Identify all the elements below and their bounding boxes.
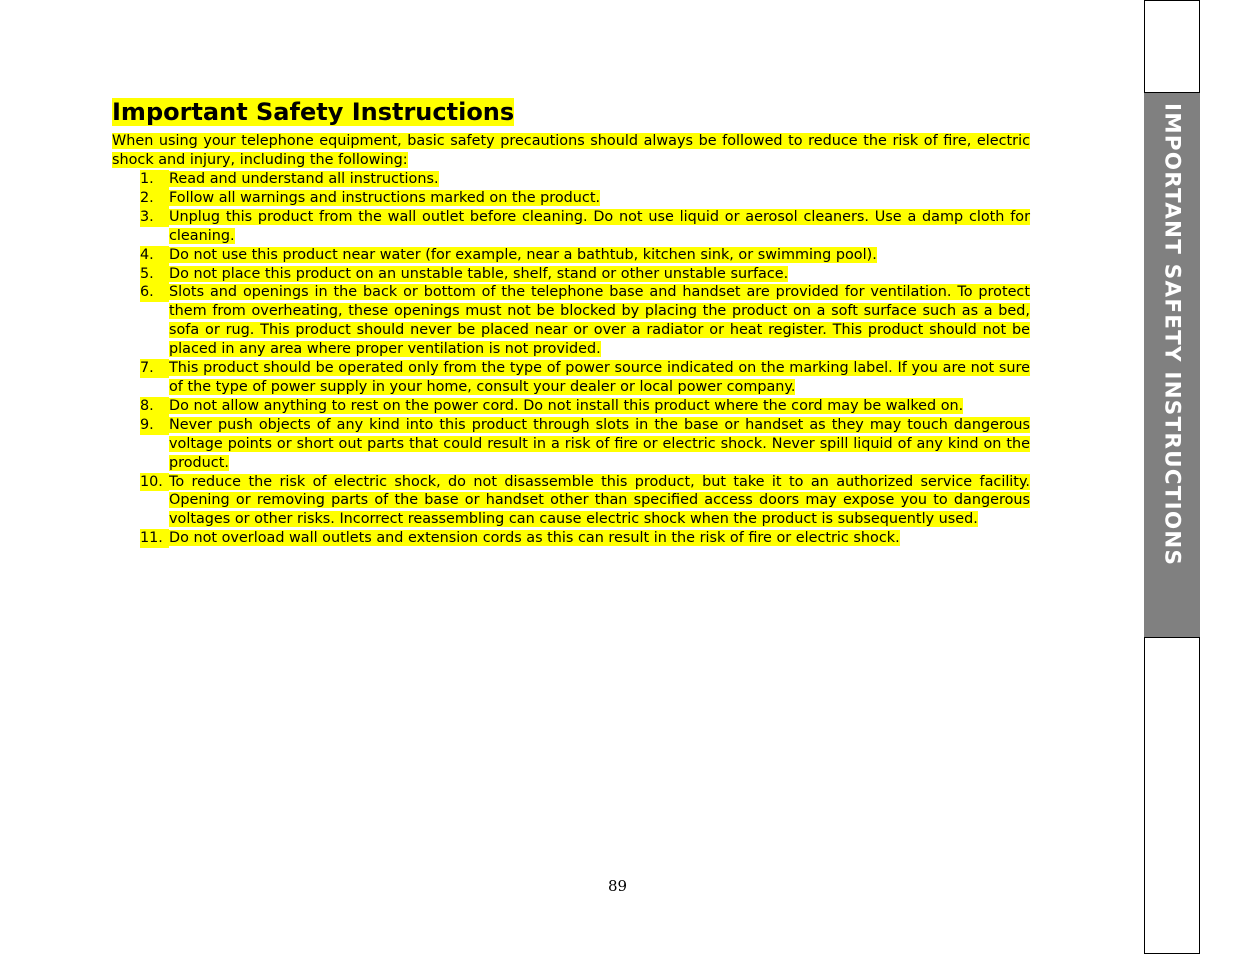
safety-instructions-list [112, 170, 1030, 548]
list-item-number: 10. [140, 473, 169, 492]
list-item-number: 11. [140, 529, 169, 548]
list-item-number: 5. [140, 265, 169, 284]
list-item [112, 208, 1030, 246]
list-item [112, 529, 1030, 548]
list-item-number: 6. [140, 283, 169, 302]
list-item-text: Do not overload wall outlets and extension cords as this can result in the risk of fire or electric shock. [169, 530, 900, 547]
list-item [112, 170, 1030, 189]
section-side-tab [1144, 92, 1200, 638]
list-item [112, 473, 1030, 530]
intro-paragraph [112, 132, 1030, 169]
list-item [112, 246, 1030, 265]
list-item [112, 397, 1030, 416]
list-item-number: 3. [140, 208, 169, 227]
list-item-text: Read and understand all instructions. [169, 171, 439, 187]
intro-text: When using your telephone equipment, basic safety precautions should always be followed to reduce the risk of fire, electric shock and injury, including the following: [112, 133, 1030, 168]
list-item [112, 283, 1030, 359]
list-item-text: Do not allow anything to rest on the power cord. Do not install this product where the cord may be walked on. [169, 397, 964, 414]
list-item [112, 359, 1030, 397]
list-item-text: Unplug this product from the wall outlet before cleaning. Do not use liquid or aerosol cleaners. Use a damp cloth for cleaning. [169, 208, 1030, 244]
list-item-number: 4. [140, 246, 169, 265]
page-title [112, 96, 1030, 128]
list-item-number: 8. [140, 397, 169, 416]
list-item-number: 9. [140, 416, 169, 435]
document-body [112, 96, 1030, 548]
side-tab-label: IMPORTANT SAFETY INSTRUCTIONS [1159, 103, 1185, 567]
list-item-text: To reduce the risk of electric shock, do not disassemble this product, but take it to an authorized service facility. Opening or removing parts of the base or handset other than specified access doors may expose you to dangerous voltages or other risks. Incorrect reassembling can cause electric shock when the product is subsequently used. [169, 473, 1030, 528]
page-number: 89 [607, 877, 628, 895]
list-item [112, 416, 1030, 473]
list-item-text: Never push objects of any kind into this product through slots in the base or handset as they may touch dangerous voltage points or short out parts that could result in a risk of fire or electric shock. Never spill liquid of any kind on the product. [169, 416, 1030, 471]
list-item-text: Follow all warnings and instructions marked on the product. [169, 189, 601, 206]
list-item [112, 189, 1030, 208]
page-title-text: Important Safety Instructions [112, 98, 515, 126]
list-item-number: 7. [140, 359, 169, 378]
list-item-text: This product should be operated only from the type of power source indicated on the marking label. If you are not sure of the type of power supply in your home, consult your dealer or local power company. [169, 360, 1030, 395]
list-item-text: Slots and openings in the back or bottom of the telephone base and handset are provided for ventilation. To protect them from overheating, these openings must not be blocked by placing the product on a soft surface such as a bed, sofa or rug. This product should never be placed near or over a radiator or heat register. This product should not be placed in any area where proper ventilation is not provided. [169, 284, 1030, 358]
list-item-text: Do not use this product near water (for example, near a bathtub, kitchen sink, or swimming pool). [169, 246, 877, 263]
list-item-number: 2. [140, 189, 169, 208]
list-item [112, 265, 1030, 284]
list-item-number: 1. [140, 170, 169, 189]
list-item-text: Do not place this product on an unstable table, shelf, stand or other unstable surface. [169, 265, 789, 282]
